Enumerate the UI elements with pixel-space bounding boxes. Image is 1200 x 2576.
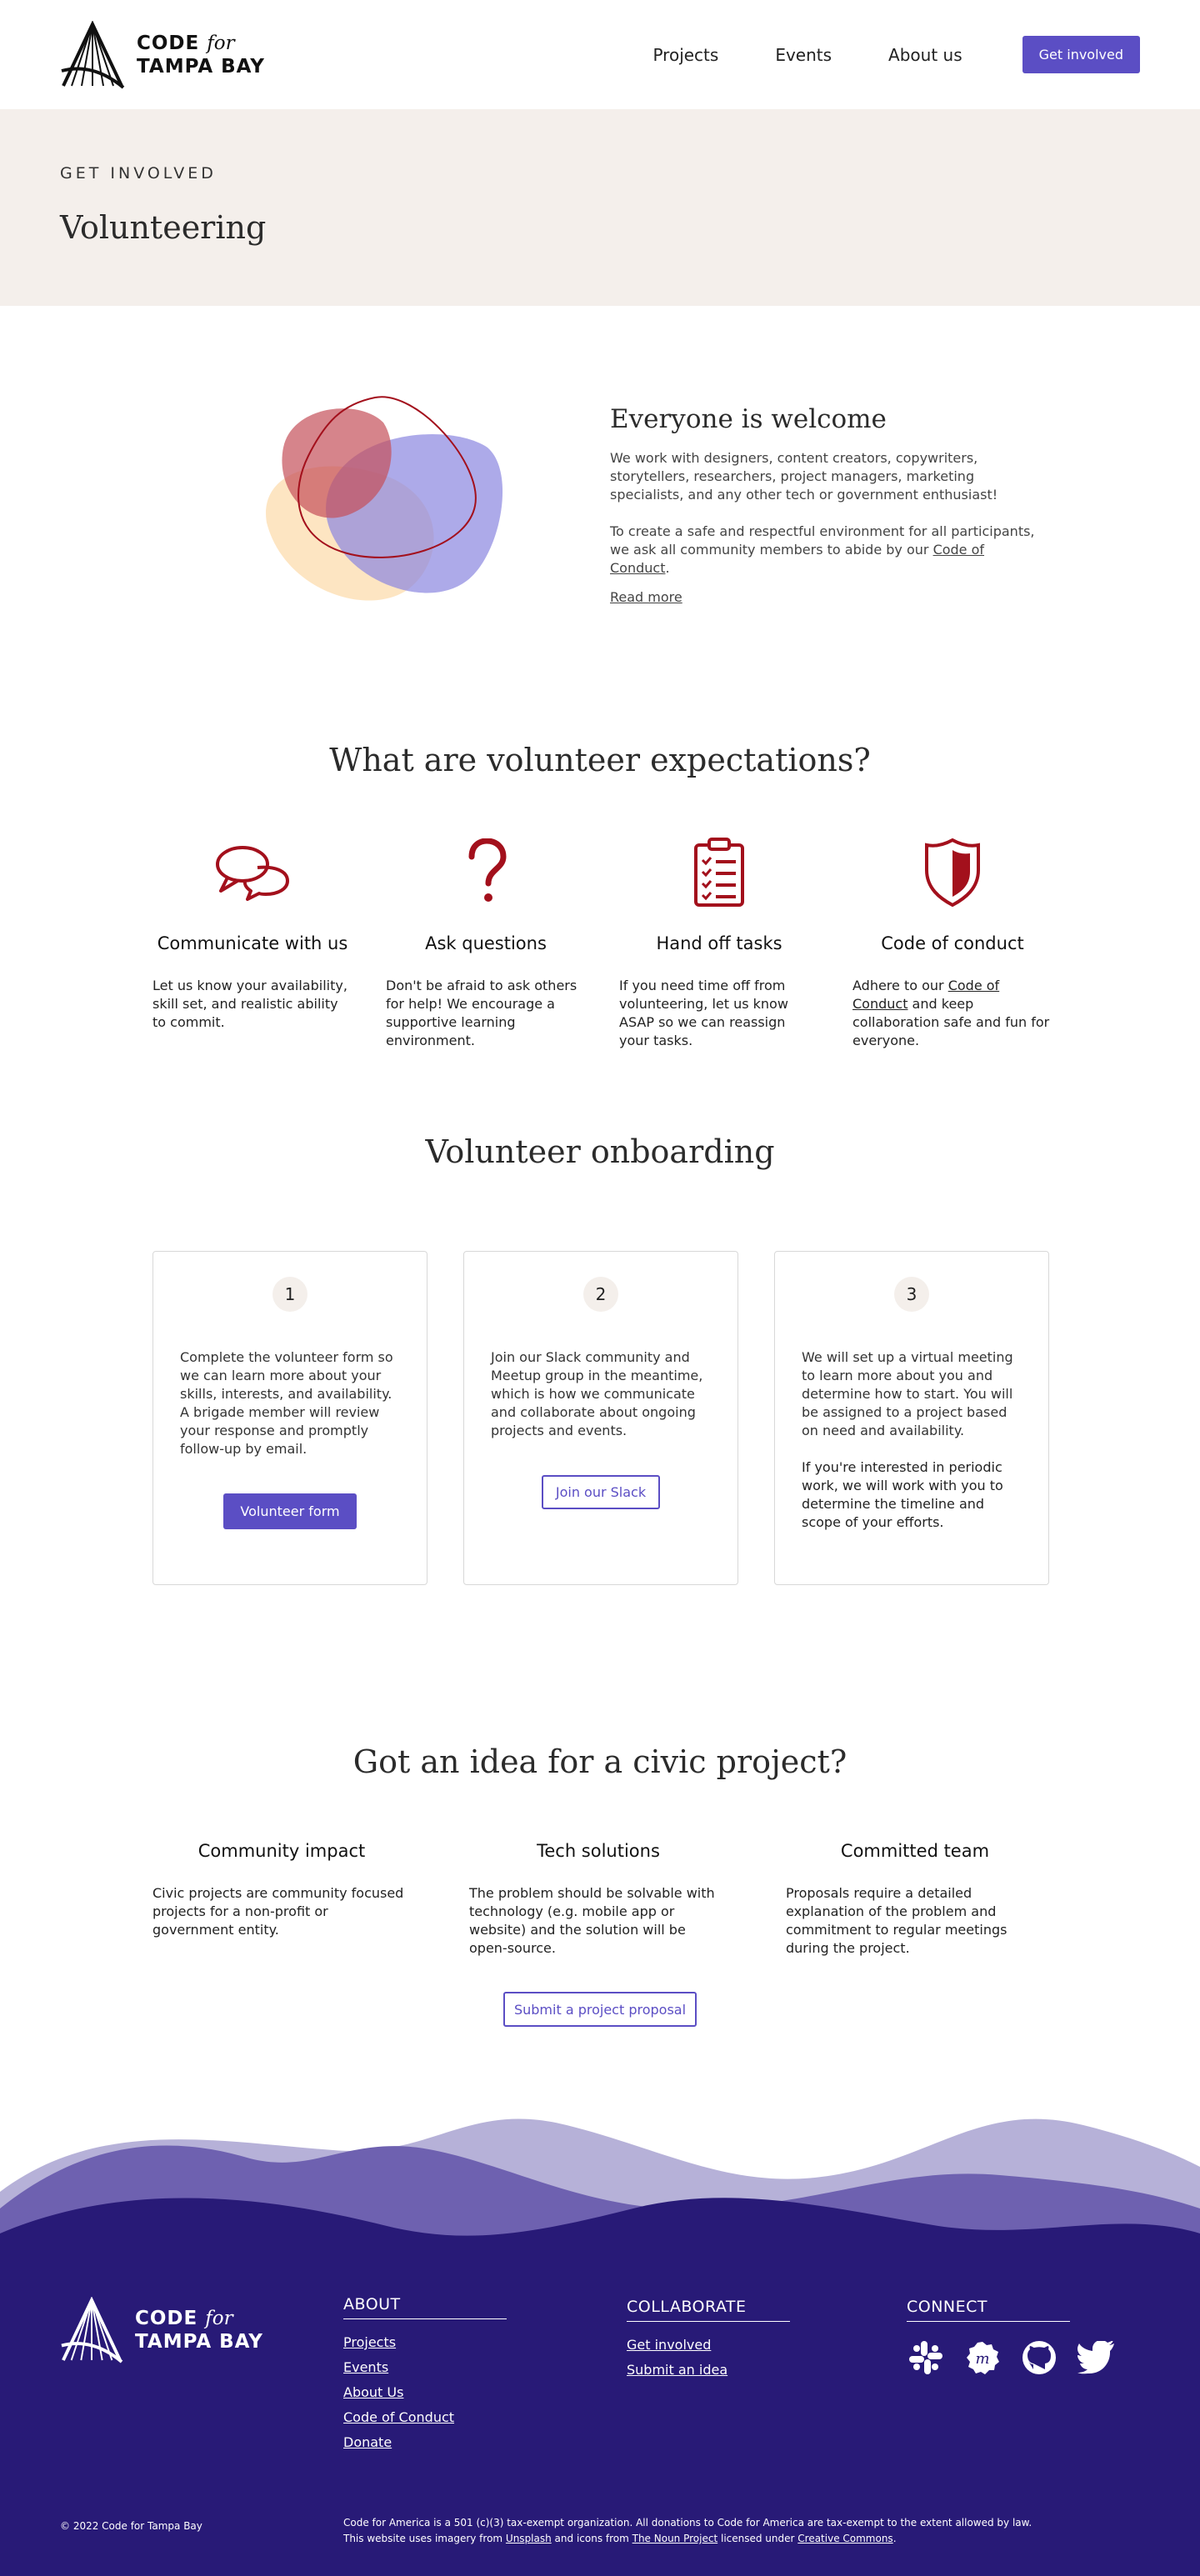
copyright-text: © 2022 Code for Tampa Bay	[60, 2520, 202, 2532]
question-mark-icon	[465, 838, 507, 905]
onboarding-card	[152, 1251, 428, 1585]
onboarding-title: Volunteer onboarding	[425, 1133, 775, 1170]
step-text: We will set up a virtual meeting to learn more about you and determine how to start. You will be assigned to a project based on need and availability.	[802, 1349, 1013, 1438]
footer-waves-decoration	[0, 2083, 1200, 2258]
social-links	[907, 2338, 1115, 2377]
footer-about-heading: ABOUT	[343, 2295, 507, 2319]
logo-text: CODE for TAMPA BAY	[135, 2308, 263, 2353]
hero-banner	[0, 109, 1200, 306]
site-footer	[0, 2250, 1200, 2576]
step-text: Complete the volunteer form so we can learn more about your skills, interests, and availability. A brigade member will review your response and promptly follow-up by email.	[180, 1349, 393, 1457]
unsplash-link[interactable]: Unsplash	[505, 2533, 552, 2544]
page-title: Volunteering	[60, 209, 267, 246]
idea-criteria	[152, 1841, 1044, 1958]
bridge-logo-icon	[60, 2297, 123, 2363]
welcome-text	[610, 404, 1035, 605]
onboarding-steps	[152, 1251, 1049, 1585]
welcome-paragraph-1: We work with designers, content creators, copywriters, storytellers, researchers, project managers, marketing specialists, and any other tech or government enthusiast!	[610, 450, 998, 503]
footer-collaborate	[627, 2298, 790, 2378]
idea-criterion	[152, 1841, 411, 1958]
expectations-grid	[152, 837, 1052, 1050]
footer-link-events[interactable]: Events	[343, 2359, 389, 2375]
creative-commons-link[interactable]: Creative Commons	[798, 2533, 893, 2544]
expectation-title: Communicate with us	[157, 933, 348, 953]
criterion-title: Community impact	[198, 1841, 366, 1861]
footer-link-donate[interactable]: Donate	[343, 2434, 392, 2450]
welcome-section	[0, 306, 1200, 701]
github-icon[interactable]	[1020, 2338, 1058, 2377]
idea-criterion	[786, 1841, 1044, 1958]
expectation-desc: Let us know your availability, skill set, and realistic ability to commit.	[152, 978, 348, 1030]
site-header	[0, 0, 1200, 109]
nav-about-us[interactable]: About us	[888, 44, 962, 65]
criterion-title: Tech solutions	[537, 1841, 660, 1861]
expectation-title: Code of conduct	[881, 933, 1024, 953]
footer-about	[343, 2295, 507, 2451]
site-logo[interactable]	[60, 21, 265, 89]
idea-criterion	[469, 1841, 728, 1958]
footer-connect	[907, 2298, 1115, 2377]
criterion-desc: Civic projects are community focused projects for a non-profit or government entity.	[152, 1885, 404, 1938]
step-number: 1	[272, 1277, 308, 1312]
footer-logo[interactable]	[60, 2297, 263, 2363]
join-slack-button[interactable]: Join our Slack	[542, 1475, 660, 1509]
shield-icon	[923, 837, 982, 907]
idea-title: Got an idea for a civic project?	[352, 1743, 848, 1780]
read-more-link[interactable]: Read more	[610, 589, 682, 605]
nav-projects[interactable]: Projects	[652, 44, 719, 65]
expectations-title: What are volunteer expectations?	[329, 742, 871, 778]
criterion-title: Committed team	[840, 1841, 990, 1861]
svg-text:m: m	[975, 2350, 990, 2368]
footer-link-code-of-conduct[interactable]: Code of Conduct	[343, 2409, 455, 2425]
expectation-desc: If you need time off from volunteering, let us know ASAP so we can reassign your tasks.	[619, 978, 788, 1048]
footer-link-get-involved[interactable]: Get involved	[627, 2337, 712, 2353]
footer-connect-heading: CONNECT	[907, 2298, 1070, 2322]
footer-link-projects[interactable]: Projects	[343, 2334, 397, 2350]
twitter-icon[interactable]	[1077, 2338, 1115, 2377]
expectation-desc: Don't be afraid to ask others for help! We encourage a supportive learning environment.	[386, 978, 578, 1048]
code-of-conduct-link[interactable]: Code of Conduct	[852, 978, 1000, 1012]
chat-bubbles-icon	[214, 843, 291, 901]
step-number: 3	[894, 1277, 929, 1312]
step-text: Join our Slack community and Meetup group in the meantime, which is how we communicate and collaborate about ongoing projects and events.	[491, 1349, 703, 1438]
bridge-logo-icon	[60, 21, 125, 89]
nav-events[interactable]: Events	[775, 44, 832, 65]
noun-project-link[interactable]: The Noun Project	[632, 2533, 718, 2544]
logo-text: CODE for TAMPA BAY	[137, 32, 265, 78]
footer-link-about-us[interactable]: About Us	[343, 2384, 404, 2400]
footer-collaborate-heading: COLLABORATE	[627, 2298, 790, 2322]
clipboard-checklist-icon	[692, 837, 746, 907]
hero-eyebrow: GET INVOLVED	[60, 164, 217, 183]
slack-icon[interactable]	[907, 2338, 945, 2377]
expectation-desc: Adhere to our Code of Conduct and keep collaboration safe and fun for everyone.	[852, 978, 1050, 1048]
expectation-title: Ask questions	[425, 933, 547, 953]
step-number: 2	[583, 1277, 618, 1312]
code-of-conduct-link[interactable]: Code of Conduct	[610, 542, 985, 576]
criterion-desc: Proposals require a detailed explanation of the problem and commitment to regular meetings during the project.	[786, 1885, 1008, 1956]
welcome-paragraph-2: To create a safe and respectful environment for all participants, we ask all community members to abide by our Code of Conduct.	[610, 523, 1035, 576]
abstract-blobs-illustration	[250, 389, 517, 614]
criterion-desc: The problem should be solvable with technology (e.g. mobile app or website) and the solution will be open-source.	[469, 1885, 715, 1956]
footer-link-submit-idea[interactable]: Submit an idea	[627, 2362, 728, 2378]
welcome-title: Everyone is welcome	[610, 404, 887, 434]
submit-proposal-button[interactable]: Submit a project proposal	[503, 1992, 697, 2027]
get-involved-button[interactable]: Get involved	[1022, 36, 1140, 73]
step-text-extra: If you're interested in periodic work, we will work with you to determine the timeline and scope of your efforts.	[802, 1459, 1003, 1530]
expectation-title: Hand off tasks	[656, 933, 782, 953]
legal-text: Code for America is a 501 (c)(3) tax-exempt organization. All donations to Code for America are tax-exempt to the extent allowed by law. This website uses imagery from Unsplash and icons from The Noun Project licensed under Creative Commons.	[343, 2517, 1032, 2544]
expectation-item	[619, 837, 819, 1050]
onboarding-card	[463, 1251, 738, 1585]
volunteer-form-button[interactable]: Volunteer form	[223, 1493, 356, 1529]
meetup-icon[interactable]	[963, 2338, 1002, 2377]
expectation-item	[852, 837, 1052, 1050]
onboarding-card	[774, 1251, 1049, 1585]
main-nav	[596, 36, 1140, 73]
expectation-item	[386, 837, 586, 1050]
expectation-item	[152, 837, 352, 1050]
